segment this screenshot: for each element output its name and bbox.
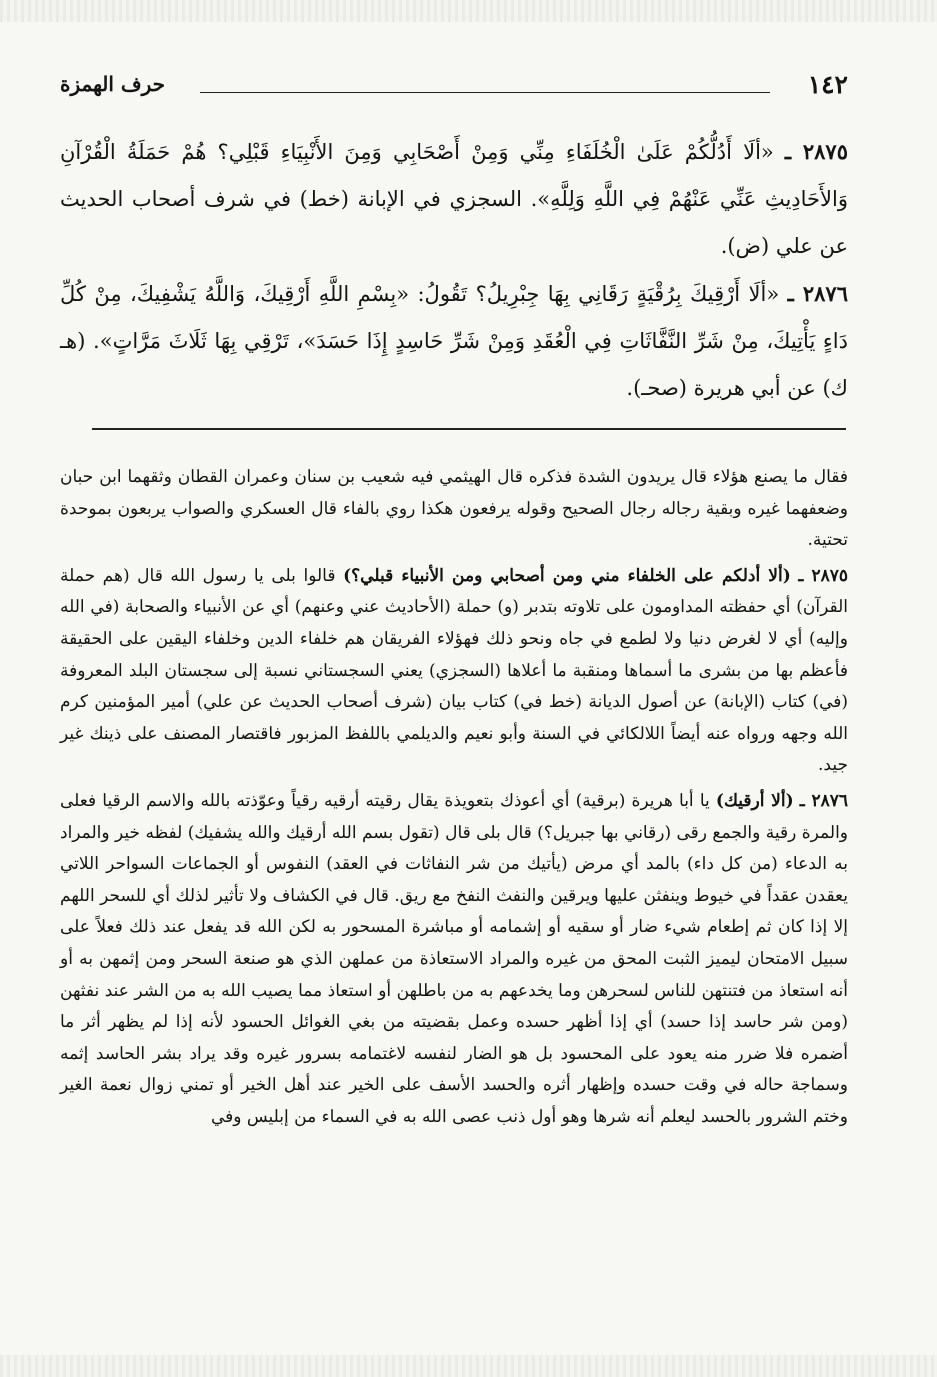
scan-edge-bottom [0, 1355, 937, 1377]
commentary-2875 [60, 561, 848, 782]
commentary-number: ٢٨٧٥ ـ [798, 565, 849, 586]
commentary-number: ٢٨٧٦ ـ [799, 790, 848, 811]
hadith-text: «ألَا أَدُلُّكُمْ عَلَىٰ الْخُلَفَاءِ مِنِّي وَمِنْ أَصْحَابِي وَمِنَ الأَنْبِيَاءِ قَبْلِي؟ هُمْ حَمَلَةُ الْقُرْآنِ وَالأَحَادِيثِ عَنِّي عَنْهُمْ فِي اللَّهِ وَلِلَّهِ». السجزي في الإبانة (خط) في شرف أصحاب الحديث عن علي (ض). [60, 140, 848, 258]
separator-rule [92, 428, 846, 430]
commentary-text: قالوا بلى يا رسول الله قال (هم حملة القرآن) أي حفظته المداومون على تلاوته بتدبر (و) حملة (الأحاديث عني وعنهم) أي عن الأنبياء والصحابة (في الله وإليه) أي لا لغرض دنيا ولا لطمع في جاه ونحو ذلك فهؤلاء الفريقان هم خلفاء الدين وخلفاء اليقين على الحقيقة فأعظم بها من بشرى ما أسماها ومنقبة ما أعلاها (السجزي) يعني السجستاني نسبة إلى سجستان البلد المعروفة (في) كتاب (الإبانة) عن أصول الديانة (خط في) كتاب بيان (شرف أصحاب الحديث عن علي) أمير المؤمنين كرم الله وجهه ورواه عنه أيضاً اللالكائي في السنة وأبو نعيم والديلمي باللفظ المزبور فاقتصار المصنف على ذينك غير جيد. [60, 565, 848, 776]
hadith-text-block [60, 128, 848, 412]
commentary-text: يا أبا هريرة (برقية) أي أعوذك بتعويذة يقال رقيته أرقيه رقياً وعوّذته بالله والاسم الرقيا فعلى والمرة رقية والجمع رقى (رقاني بها جبريل؟) قال بلى قال (تقول بسم الله أرقيك والله يشفيك) لفظه خير والمراد به الدعاء (من كل داء) بالمد أي مرض (يأتيك من شر النفاثات في العقد) النفوس أو الجماعات السواحر اللاتي يعقدن عقداً في خيوط وينفثن عليها ويرقين والنفث النفخ مع ريق. قال في الكشاف ولا تأثير لذلك أي للسحر اللهم إلا إذا كان ثم إطعام شيء ضار أو سقيه أو إشمامه أو مباشرة المسحور به لكن الله قد يفعل عند ذلك فعلاً على سبيل الامتحان ليميز الثبت المحق من غيره والمراد الاستعاذة من عملهن الذي هو صنعة السحر ومن إثمهن به أو أنه استعاذ من فتنتهن للناس لسحرهن وما يخدعهم به من باطلهن أو استعاذ مما يصيب الله به من الشر عند نفثهن (ومن شر حاسد إذا حسد) أي إذا أظهر حسده وعمل بقضيته من بغي الغوائل الحسود لأنه إذا لم يظهر أثر ما أضمره فلا ضرر منه يعود على المحسود بل هو الضار لنفسه لاغتمامه بسرور غيره وقد يراد بشر الحاسد إثمه وسماجة حاله في وقت حسده وإظهار أثره والحسد الأسف على الخير عند أهل الخير أو تمني زوال نعمة الغير وختم الشرور بالحسد ليعلم أنه شرها وهو أول ذنب عصى الله به في السماء من إبليس وفي [60, 790, 848, 1127]
chapter-title: حرف الهمزة [60, 72, 166, 96]
hadith-number: ٢٨٧٦ ـ [787, 281, 848, 306]
hadith-2875 [60, 128, 848, 270]
hadith-2876 [60, 270, 848, 412]
page-number: ١٤٢ [807, 70, 848, 99]
header-rule [200, 92, 770, 93]
commentary-block [60, 462, 848, 1137]
commentary-lead: (ألا أدلكم على الخلفاء مني ومن أصحابي ومن الأنبياء قبلي؟) [343, 565, 791, 586]
commentary-2876 [60, 786, 848, 1134]
commentary-lead: (ألا أرقيك) [715, 790, 794, 811]
scan-edge-top [0, 0, 937, 22]
commentary-intro: فقال ما يصنع هؤلاء قال يريدون الشدة فذكره قال الهيثمي فيه شعيب بن سنان وعمران القطان وثقهما ابن حبان وضعفهما غيره وبقية رجاله رجال الصحيح وقوله يرفعون هكذا روي بالفاء قال العسكري والصواب يربعون بموحدة تحتية. [60, 467, 848, 551]
page-header [60, 70, 848, 106]
hadith-number: ٢٨٧٥ ـ [784, 139, 848, 164]
hadith-text: «ألَا أَرْقِيكَ بِرُقْيَةٍ رَقَانِي بِهَا جِبْرِيلُ؟ تَقُولُ: «بِسْمِ اللَّهِ أَرْقِيكَ، وَاللَّهُ يَشْفِيكَ، مِنْ كُلِّ دَاءٍ يَأْتِيكَ، مِنْ شَرِّ النَّفَّاثَاتِ فِي الْعُقَدِ وَمِنْ شَرِّ حَاسِدٍ إِذَا حَسَدَ»، تَرْقِي بِهَا ثَلَاثَ مَرَّاتٍ». (هـ ك) عن أبي هريرة (صحـ). [60, 282, 848, 400]
